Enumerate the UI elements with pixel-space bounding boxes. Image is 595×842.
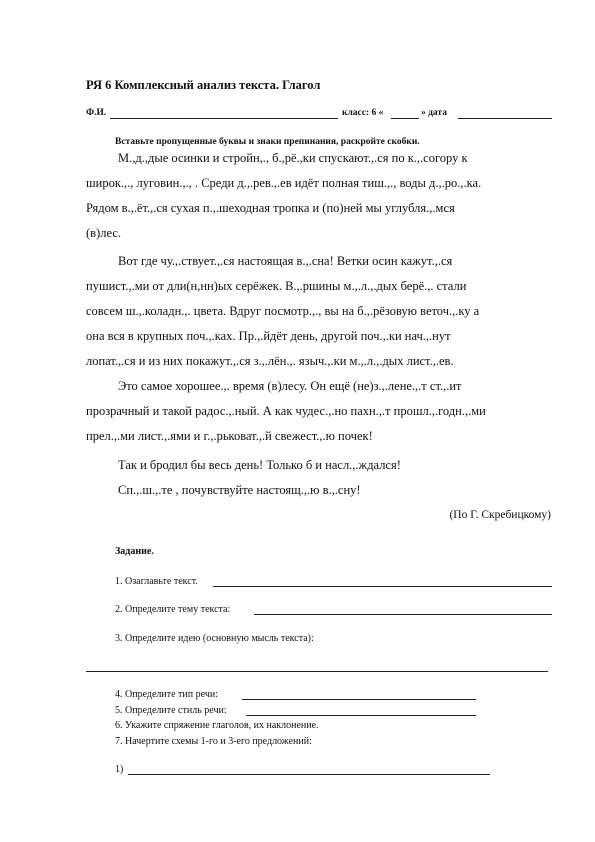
text-line: прозрачный и такой радос.,.ный. А как чудес.,.но пахн.,.т прошл.,.годн.,.ми bbox=[86, 404, 486, 418]
task-5-label: 5. Определите стиль речи: bbox=[115, 705, 227, 716]
task-4-label: 4. Определите тип речи: bbox=[115, 689, 218, 700]
text-line: совсем ш.,.коладн.,. цвета. Вдруг посмотр.,., вы на б.,.рёзовую веточ.,.ку а bbox=[86, 304, 480, 318]
text-line: прел.,.ми лист.,.ями и г.,.рьковат.,.й свежест.,.ю почек! bbox=[86, 429, 373, 443]
student-info-row bbox=[86, 108, 552, 122]
task-5-answer-line[interactable] bbox=[246, 705, 476, 716]
scheme-1-label: 1) bbox=[115, 764, 124, 775]
text-line: Так и бродил бы весь день! Только б и насл.,.ждался! bbox=[118, 458, 401, 472]
page-title: РЯ 6 Комплексный анализ текста. Глагол bbox=[86, 78, 321, 92]
task-7-label: 7. Начертите схемы 1-го и 3-его предложений: bbox=[115, 736, 312, 747]
text-line: М.,д.,дые осинки и стройн,., б.,рё.,ки спускают.,.ся по к.,.согору к bbox=[118, 151, 468, 165]
text-line: лопат.,.ся и из них покажут.,.ся з.,.лён.,. языч.,.ки м.,.л.,.дых лист.,.ев. bbox=[86, 354, 454, 368]
task-4-answer-line[interactable] bbox=[242, 689, 476, 700]
text-paragraph bbox=[86, 249, 552, 374]
text-line: Это самое хорошее.,. время (в)лесу. Он ещё (не)з.,.ленe.,.т ст.,.ит bbox=[118, 379, 462, 393]
task-2-label: 2. Определите тему текста: bbox=[115, 604, 231, 615]
text-line: пушист.,.ми от дли(н,нн)ых серёжек. В.,.ршины м.,.л.,.дых берё.,. стали bbox=[86, 279, 467, 293]
author-attribution: (По Г. Скребицкому) bbox=[449, 509, 551, 521]
text-paragraph bbox=[86, 453, 552, 478]
text-line: она вся в крупных поч.,.ках. Пр.,.йдёт день, другой поч.,.ки нач.,.нут bbox=[86, 329, 451, 343]
text-paragraph bbox=[86, 374, 552, 449]
fio-field[interactable] bbox=[110, 108, 338, 119]
date-field[interactable] bbox=[458, 108, 552, 119]
class-label: класс: 6 « bbox=[342, 108, 384, 118]
fio-label: Ф.И. bbox=[86, 108, 107, 118]
text-line: Рядом в.,.ёт.,.ся сухая п.,.шеходная тропка и (по)ней мы углубля.,.мся bbox=[86, 201, 455, 215]
instruction-text: Вставьте пропущенные буквы и знаки препинания, раскройте скобки. bbox=[115, 137, 420, 147]
class-field[interactable] bbox=[391, 108, 419, 119]
scheme-1-answer-line[interactable] bbox=[128, 764, 490, 775]
tasks-heading: Задание. bbox=[115, 546, 154, 557]
text-line: Вот где чу.,.ствует.,.ся настоящая в.,.сна! Ветки осин кажут.,.ся bbox=[118, 254, 453, 268]
text-paragraph bbox=[86, 146, 552, 246]
task-1-answer-line[interactable] bbox=[213, 576, 552, 587]
task-1-label: 1. Озаглавьте текст. bbox=[115, 576, 198, 587]
task-6-label: 6. Укажите спряжение глаголов, их наклонение. bbox=[115, 720, 319, 731]
text-line: (в)лес. bbox=[86, 226, 121, 240]
task-3-label: 3. Определите идею (основную мысль текста): bbox=[115, 633, 314, 644]
text-line: Сп.,.ш.,.те , почувствуйте настоящ.,.ю в.,.сну! bbox=[118, 483, 361, 497]
text-line: широк.,., луговин.,., . Среди д.,.рев.,.ев идёт полная тиш.,., воды д.,.ро.,.ка. bbox=[86, 176, 482, 190]
date-label: » дата bbox=[421, 108, 447, 118]
text-paragraph bbox=[86, 478, 552, 503]
task-2-answer-line[interactable] bbox=[254, 604, 552, 615]
task-3-answer-line[interactable] bbox=[86, 661, 548, 672]
